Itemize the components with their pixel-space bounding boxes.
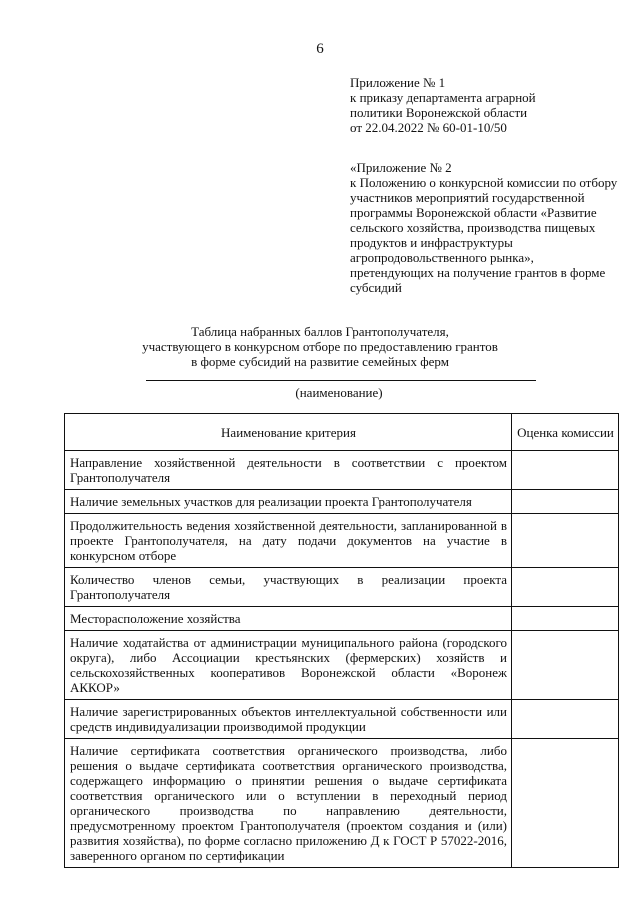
name-blank-line	[146, 380, 536, 381]
score-cell	[512, 568, 619, 607]
appendix-2-line: программы Воронежской области «Развитие	[350, 205, 597, 220]
criterion-cell: Продолжительность ведения хозяйственной деятельности, запланированной в проекте Грантополучателя, на дату подачи документов на участие в конкурсном отборе	[65, 514, 512, 568]
title-line: участвующего в конкурсном отборе по предоставлению грантов	[142, 339, 498, 354]
table-row	[65, 739, 619, 868]
score-cell	[512, 700, 619, 739]
criterion-cell: Наличие земельных участков для реализации проекта Грантополучателя	[65, 490, 512, 514]
score-cell	[512, 451, 619, 490]
appendix-1-line: к приказу департамента аграрной	[350, 90, 536, 105]
appendix-1-header	[350, 75, 610, 135]
table-row	[65, 631, 619, 700]
document-title	[0, 324, 640, 369]
appendix-2-line: продуктов и инфраструктуры	[350, 235, 513, 250]
appendix-2-line: претендующих на получение грантов в форме	[350, 265, 606, 280]
appendix-1-line: Приложение № 1	[350, 75, 446, 90]
appendix-2-line: участников мероприятий государственной	[350, 190, 585, 205]
criterion-cell: Направление хозяйственной деятельности в соответствии с проектом Грантополучателя	[65, 451, 512, 490]
criterion-cell: Наличие зарегистрированных объектов интеллектуальной собственности или средств индивидуализации производимой продукции	[65, 700, 512, 739]
title-line: в форме субсидий на развитие семейных ферм	[191, 354, 449, 369]
appendix-2-line: субсидий	[350, 280, 402, 295]
score-cell	[512, 514, 619, 568]
score-cell	[512, 490, 619, 514]
page-number: 6	[316, 41, 324, 57]
score-cell	[512, 631, 619, 700]
appendix-2-line: к Положению о конкурсной комиссии по отбору	[350, 175, 618, 190]
table-row	[65, 568, 619, 607]
appendix-2-line: «Приложение № 2	[350, 160, 452, 175]
score-cell	[512, 739, 619, 868]
appendix-2-line: сельского хозяйства, производства пищевых	[350, 220, 596, 235]
criterion-cell: Наличие сертификата соответствия органического производства, либо решения о выдаче сертификата соответствия органического производства, содержащего информацию о принятии решения о выдаче сертификата соответствия органического или о вступлении в переходный период органического производства по направлению деятельности, предусмотренному проектом Грантополучателя (проектом создания и (или) развития хозяйства), по форме согласно приложению Д к ГОСТ Р 57022-2016, заверенного органом по сертификации	[65, 739, 512, 868]
table-row	[65, 514, 619, 568]
table-row	[65, 607, 619, 631]
title-line: Таблица набранных баллов Грантополучателя,	[191, 324, 449, 339]
header-criterion: Наименование критерия	[65, 414, 512, 451]
appendix-1-line: политики Воронежской области	[350, 105, 528, 120]
criterion-cell: Месторасположение хозяйства	[65, 607, 512, 631]
score-cell	[512, 607, 619, 631]
table-header-row	[65, 414, 619, 451]
table-row	[65, 490, 619, 514]
criterion-cell: Наличие ходатайства от администрации муниципального района (городского округа), либо Ассоциации крестьянских (фермерских) хозяйств и сельскохозяйственных кооперативов Воронежской области «Воронеж АККОР»	[65, 631, 512, 700]
appendix-2-header	[350, 160, 620, 295]
appendix-2-line: агропродовольственного рынка»,	[350, 250, 534, 265]
name-caption: (наименование)	[295, 385, 383, 400]
criterion-cell: Количество членов семьи, участвующих в реализации проекта Грантополучателя	[65, 568, 512, 607]
table-row	[65, 451, 619, 490]
header-score: Оценка комиссии	[512, 414, 619, 451]
appendix-1-line: от 22.04.2022 № 60-01-10/50	[350, 120, 507, 135]
table-row	[65, 700, 619, 739]
criteria-table	[64, 413, 619, 868]
